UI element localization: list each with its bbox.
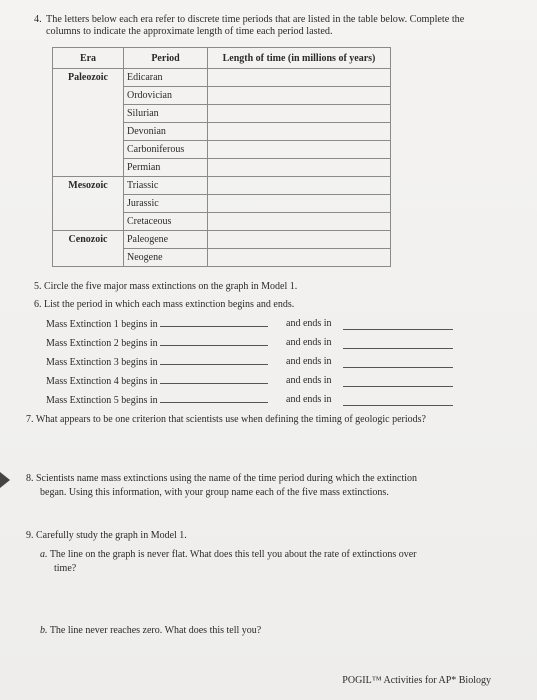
- table-row: [53, 177, 391, 195]
- period-cell: Cretaceous: [124, 213, 208, 231]
- ends-label: and ends in: [286, 356, 332, 367]
- question-text-line1: Scientists name mass extinctions using the name of the time period during which the extinction: [36, 473, 418, 484]
- ends-blank[interactable]: [343, 321, 453, 330]
- period-cell: Carboniferous: [124, 141, 208, 159]
- question-5: [34, 281, 297, 292]
- begins-blank[interactable]: [160, 337, 268, 346]
- length-input-cell[interactable]: [208, 213, 391, 231]
- length-input-cell[interactable]: [208, 69, 391, 87]
- length-input-cell[interactable]: [208, 177, 391, 195]
- header-era: Era: [53, 48, 124, 69]
- begins-label: Mass Extinction 5 begins in: [46, 395, 158, 406]
- table-row: [53, 69, 391, 87]
- era-cell-empty: [53, 249, 124, 267]
- ends-blank[interactable]: [343, 340, 453, 349]
- question-text-line2: began. Using this information, with your group name each of the five mass extinctions.: [40, 487, 389, 498]
- page-footer: POGIL™ Activities for AP* Biology: [342, 675, 491, 686]
- begins-label: Mass Extinction 4 begins in: [46, 376, 158, 387]
- era-cell: Mesozoic: [53, 177, 124, 195]
- table-row: [53, 123, 391, 141]
- question-9a: [40, 549, 416, 560]
- table-row: [53, 249, 391, 267]
- table-row: [53, 159, 391, 177]
- question-text: List the period in which each mass extinction begins and ends.: [44, 299, 295, 310]
- length-input-cell[interactable]: [208, 195, 391, 213]
- period-cell: Edicaran: [124, 69, 208, 87]
- ends-blank[interactable]: [343, 378, 453, 387]
- question-4: [36, 14, 476, 38]
- era-cell-empty: [53, 195, 124, 213]
- question-number: 6.: [34, 299, 42, 310]
- question-number: 7.: [26, 414, 34, 425]
- era-cell-empty: [53, 213, 124, 231]
- subquestion-text: The line never reaches zero. What does this tell you?: [49, 625, 262, 636]
- era-cell-empty: [53, 141, 124, 159]
- extinction-row: [46, 394, 466, 406]
- ends-blank[interactable]: [343, 397, 453, 406]
- length-input-cell[interactable]: [208, 123, 391, 141]
- ends-label: and ends in: [286, 337, 332, 348]
- table-row: [53, 195, 391, 213]
- period-cell: Triassic: [124, 177, 208, 195]
- begins-label: Mass Extinction 1 begins in: [46, 319, 158, 330]
- question-9b: [40, 625, 261, 636]
- question-8-continued: [40, 487, 389, 498]
- header-period: Period: [124, 48, 208, 69]
- question-number: 4.: [34, 14, 42, 25]
- ends-label: and ends in: [286, 318, 332, 329]
- question-7: [26, 414, 426, 425]
- period-cell: Neogene: [124, 249, 208, 267]
- period-cell: Ordovician: [124, 87, 208, 105]
- table-row: [53, 87, 391, 105]
- ends-label: and ends in: [286, 375, 332, 386]
- extinction-row: [46, 375, 466, 387]
- extinction-row: [46, 337, 466, 349]
- era-cell-empty: [53, 87, 124, 105]
- length-input-cell[interactable]: [208, 159, 391, 177]
- begins-blank[interactable]: [160, 394, 268, 403]
- period-cell: Paleogene: [124, 231, 208, 249]
- era-cell: Cenozoic: [53, 231, 124, 249]
- era-cell-empty: [53, 123, 124, 141]
- table-header-row: [53, 48, 391, 69]
- period-cell: Devonian: [124, 123, 208, 141]
- header-length: Length of time (in millions of years): [208, 48, 391, 69]
- question-text: What appears to be one criterion that scientists use when defining the timing of geologic periods?: [35, 414, 426, 425]
- era-cell: Paleozoic: [53, 69, 124, 87]
- period-cell: Permian: [124, 159, 208, 177]
- begins-blank[interactable]: [160, 375, 268, 384]
- ends-blank[interactable]: [343, 359, 453, 368]
- length-input-cell[interactable]: [208, 105, 391, 123]
- question-9a-continued: [54, 563, 76, 574]
- begins-label: Mass Extinction 3 begins in: [46, 357, 158, 368]
- table-row: [53, 231, 391, 249]
- question-6: [34, 299, 294, 310]
- begins-blank[interactable]: [160, 318, 268, 327]
- era-cell-empty: [53, 105, 124, 123]
- extinction-row: [46, 356, 466, 368]
- period-cell: Jurassic: [124, 195, 208, 213]
- question-9: [26, 530, 187, 541]
- subquestion-label: b.: [40, 625, 48, 636]
- question-8: [26, 473, 417, 484]
- length-input-cell[interactable]: [208, 249, 391, 267]
- table-row: [53, 141, 391, 159]
- ends-label: and ends in: [286, 394, 332, 405]
- begins-label: Mass Extinction 2 begins in: [46, 338, 158, 349]
- table-row: [53, 105, 391, 123]
- geologic-periods-table: [52, 47, 391, 267]
- question-text: The letters below each era refer to discrete time periods that are listed in the table below. Complete the columns to indicate the approximate length of time each period lasted.: [46, 14, 465, 37]
- question-number: 8.: [26, 473, 34, 484]
- subquestion-text-line2: time?: [54, 563, 77, 574]
- question-number: 9.: [26, 530, 34, 541]
- question-text: Carefully study the graph in Model 1.: [36, 530, 187, 541]
- subquestion-text-line1: The line on the graph is never flat. What does this tell you about the rate of extinctions over: [49, 549, 417, 560]
- extinction-row: [46, 318, 466, 330]
- begins-blank[interactable]: [160, 356, 268, 365]
- question-number: 5.: [34, 281, 42, 292]
- table-row: [53, 213, 391, 231]
- triangle-marker-icon: [0, 472, 10, 488]
- subquestion-label: a.: [40, 549, 48, 560]
- length-input-cell[interactable]: [208, 231, 391, 249]
- period-cell: Silurian: [124, 105, 208, 123]
- length-input-cell[interactable]: [208, 87, 391, 105]
- length-input-cell[interactable]: [208, 141, 391, 159]
- question-text: Circle the five major mass extinctions on the graph in Model 1.: [44, 281, 298, 292]
- era-cell-empty: [53, 159, 124, 177]
